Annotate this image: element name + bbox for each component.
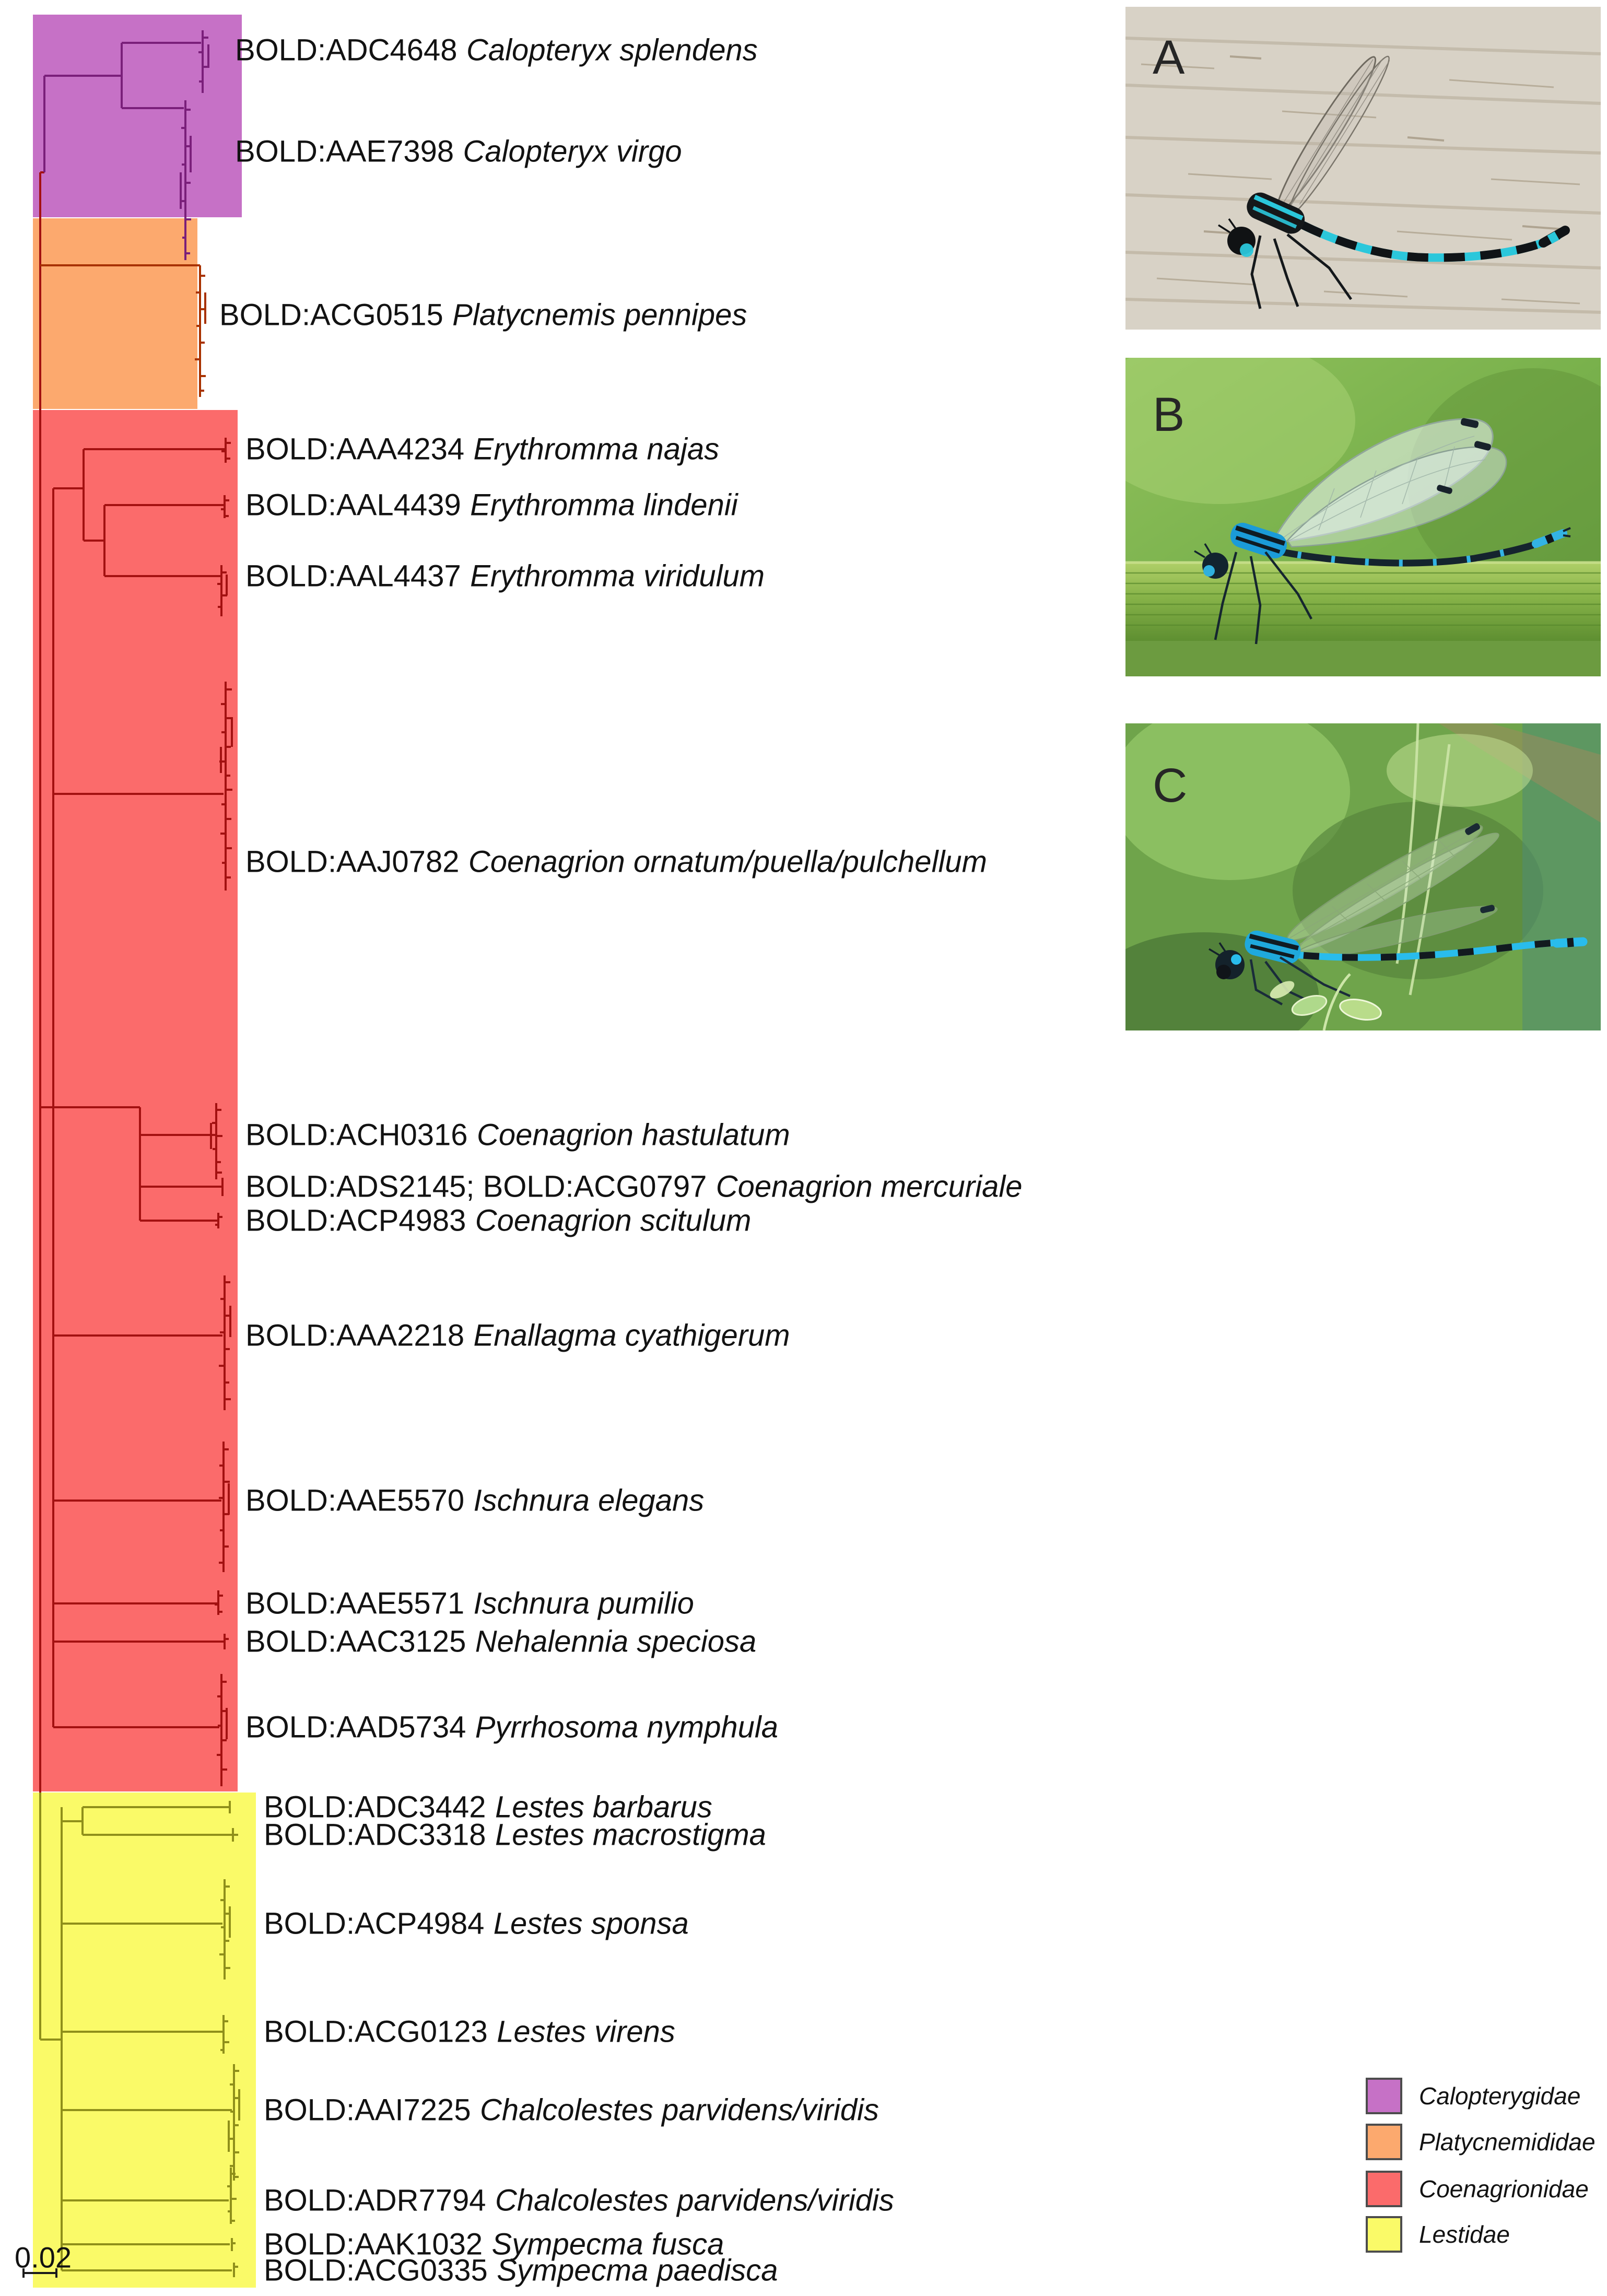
bin-id: BOLD:ADC4648 bbox=[235, 33, 458, 67]
photo-a-label: A bbox=[1153, 31, 1185, 84]
bin-id: BOLD:ACG0123 bbox=[264, 2014, 488, 2049]
species-name: Enallagma cyathigerum bbox=[473, 1318, 790, 1353]
species-name: Lestes barbarus bbox=[495, 1790, 712, 1824]
legend-label: Coenagrionidae bbox=[1419, 2175, 1589, 2203]
tip-label-coenagrion-hastulatum bbox=[245, 1118, 790, 1153]
tip-label-coenagrion-ornatum-puella-pulchellum bbox=[245, 845, 987, 880]
tip-label-pyrrhosoma-nymphula bbox=[245, 1710, 778, 1745]
tip-label-erythromma-lindenii bbox=[245, 488, 738, 523]
bin-id: BOLD:AAA2218 bbox=[245, 1318, 465, 1353]
bin-id: BOLD:ACP4984 bbox=[264, 1906, 485, 1941]
tip-label-chalcolestes-aai7225 bbox=[264, 2093, 879, 2128]
species-name: Ischnura pumilio bbox=[473, 1586, 694, 1621]
scale-bar-value: 0.02 bbox=[15, 2241, 72, 2274]
species-name: Nehalennia speciosa bbox=[475, 1624, 757, 1659]
species-name: Sympecma fusca bbox=[491, 2227, 724, 2262]
legend-label: Calopterygidae bbox=[1419, 2082, 1581, 2110]
family-legend bbox=[1366, 2078, 1606, 2258]
bin-id: BOLD:ADS2145; BOLD:ACG0797 bbox=[245, 1169, 707, 1204]
bin-id: BOLD:AAE5571 bbox=[245, 1586, 465, 1621]
species-name: Coenagrion hastulatum bbox=[476, 1118, 790, 1152]
species-name: Chalcolestes parvidens/viridis bbox=[495, 2183, 894, 2218]
legend-label: Platycnemididae bbox=[1419, 2128, 1596, 2156]
species-name: Ischnura elegans bbox=[473, 1483, 705, 1518]
bin-id: BOLD:ACP4983 bbox=[245, 1203, 466, 1238]
photo-c-label: C bbox=[1153, 759, 1188, 812]
bin-id: BOLD:AAL4439 bbox=[245, 488, 461, 522]
tip-label-calopteryx-virgo bbox=[235, 134, 682, 169]
tip-label-sympecma-paedisca bbox=[264, 2253, 778, 2288]
bin-id: BOLD:ACG0515 bbox=[219, 298, 443, 332]
tip-label-calopteryx-splendens bbox=[235, 33, 758, 68]
tip-label-chalcolestes-adr7794 bbox=[264, 2183, 894, 2218]
clade-box-coenagrionidae bbox=[33, 410, 238, 1791]
legend-swatch-platycnemididae bbox=[1366, 2124, 1402, 2160]
photo-a-image bbox=[1125, 7, 1601, 330]
tip-label-lestes-sponsa bbox=[264, 1906, 689, 1941]
species-name: Erythromma lindenii bbox=[470, 488, 738, 522]
legend-swatch-coenagrionidae bbox=[1366, 2171, 1402, 2207]
species-name: Lestes macrostigma bbox=[495, 1818, 766, 1852]
species-name: Chalcolestes parvidens/viridis bbox=[479, 2093, 879, 2127]
species-name: Coenagrion ornatum/puella/pulchellum bbox=[468, 845, 987, 879]
species-name: Lestes virens bbox=[497, 2014, 675, 2049]
legend-swatch-lestidae bbox=[1366, 2216, 1402, 2253]
tip-label-coenagrion-scitulum bbox=[245, 1203, 751, 1238]
species-name: Lestes sponsa bbox=[493, 1906, 689, 1941]
species-name: Erythromma viridulum bbox=[470, 559, 765, 593]
legend-row-lestidae bbox=[1366, 2216, 1606, 2255]
bin-id: BOLD:ADR7794 bbox=[264, 2183, 486, 2218]
bin-id: BOLD:AAK1032 bbox=[264, 2227, 483, 2262]
species-name: Coenagrion mercuriale bbox=[715, 1169, 1023, 1204]
clade-box-calopterygidae bbox=[33, 15, 242, 217]
tip-label-erythromma-najas bbox=[245, 432, 719, 467]
bin-id: BOLD:AAE7398 bbox=[235, 134, 454, 169]
grass-stem bbox=[1125, 563, 1601, 641]
photo-b-image bbox=[1125, 358, 1601, 676]
bin-id: BOLD:ADC3318 bbox=[264, 1818, 486, 1852]
tip-label-erythromma-viridulum bbox=[245, 559, 765, 594]
species-name: Pyrrhosoma nymphula bbox=[475, 1710, 778, 1744]
bin-id: BOLD:AAD5734 bbox=[245, 1710, 466, 1744]
bin-id: BOLD:AAJ0782 bbox=[245, 845, 460, 879]
photo-b-damselfly-on-stem bbox=[1125, 358, 1601, 676]
photo-a-damselfly-on-wood bbox=[1125, 7, 1601, 330]
bin-id: BOLD:ACG0335 bbox=[264, 2253, 488, 2288]
tip-label-lestes-macrostigma bbox=[264, 1818, 766, 1853]
legend-label: Lestidae bbox=[1419, 2221, 1510, 2248]
bin-id: BOLD:AAE5570 bbox=[245, 1483, 465, 1518]
species-name: Calopteryx virgo bbox=[463, 134, 682, 169]
species-name: Platycnemis pennipes bbox=[452, 298, 747, 332]
legend-row-calopterygidae bbox=[1366, 2078, 1606, 2116]
tip-label-lestes-virens bbox=[264, 2014, 675, 2049]
bin-id: BOLD:AAA4234 bbox=[245, 432, 465, 466]
legend-row-coenagrionidae bbox=[1366, 2171, 1606, 2209]
tip-label-ischnura-pumilio bbox=[245, 1586, 694, 1621]
bin-id: BOLD:AAL4437 bbox=[245, 559, 461, 593]
clade-box-lestidae bbox=[33, 1793, 256, 2288]
tip-label-platycnemis-pennipes bbox=[219, 298, 747, 333]
clade-box-platycnemididae bbox=[33, 218, 197, 409]
species-name: Erythromma najas bbox=[473, 432, 720, 466]
legend-row-platycnemididae bbox=[1366, 2124, 1606, 2162]
legend-swatch-calopterygidae bbox=[1366, 2078, 1402, 2114]
species-name: Sympecma paedisca bbox=[497, 2253, 778, 2288]
bin-id: BOLD:AAC3125 bbox=[245, 1624, 466, 1659]
photo-c-image bbox=[1125, 723, 1601, 1030]
tip-label-ischnura-elegans bbox=[245, 1483, 704, 1518]
tip-label-coenagrion-mercuriale bbox=[245, 1169, 1022, 1204]
bin-id: BOLD:AAI7225 bbox=[264, 2093, 471, 2127]
bin-id: BOLD:ADC3442 bbox=[264, 1790, 486, 1824]
photo-c-damselfly-in-vegetation bbox=[1125, 723, 1601, 1030]
tip-label-nehalennia-speciosa bbox=[245, 1624, 756, 1659]
photo-b-label: B bbox=[1153, 388, 1185, 441]
bin-id: BOLD:ACH0316 bbox=[245, 1118, 468, 1152]
species-name: Calopteryx splendens bbox=[466, 33, 758, 67]
species-name: Coenagrion scitulum bbox=[475, 1203, 752, 1238]
tip-label-enallagma-cyathigerum bbox=[245, 1318, 790, 1353]
